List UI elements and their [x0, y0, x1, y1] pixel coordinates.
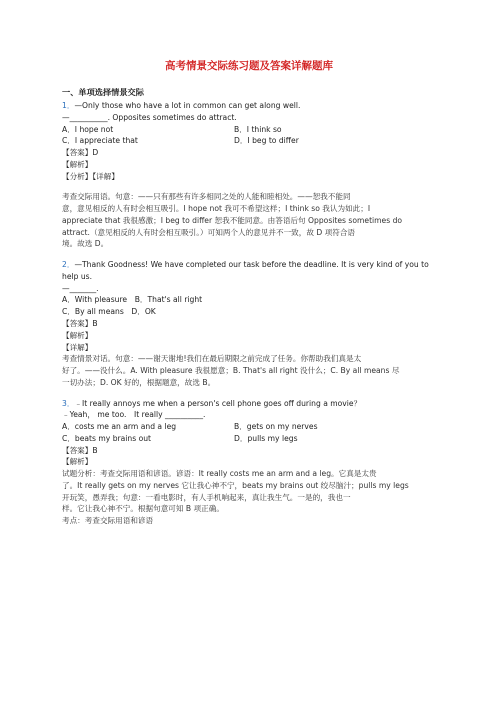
options-row	[62, 124, 436, 136]
options-cd: C．By all means D．OK	[62, 307, 156, 317]
explanation-line: 了。It really gets on my nerves 它让我心神不宁，beats my brains out 绞尽脑汁；pulls my legs	[62, 480, 409, 490]
option-d: D．I beg to differ	[234, 136, 299, 146]
question-stem	[62, 259, 436, 271]
jiexi-label: 【解析】	[62, 330, 93, 340]
explanation-line: 试题分析：考查交际用语和谚语。谚语：It really costs me an arm and a leg。它真是太贵	[62, 469, 377, 479]
fenxi-label: 【分析】【详解】	[62, 171, 119, 181]
explanation-line: 意，意见相反的人有时会相互吸引。I hope not 我可不希望这样；I think so 我认为如此；I	[62, 204, 371, 214]
question-2	[62, 259, 436, 388]
option-b: B．I think so	[234, 124, 282, 134]
option-d: D．pulls my legs	[234, 433, 298, 443]
explanation-line: 样。它让我心神不宁。根据句意可知 B 项正确。	[62, 504, 224, 514]
question-3	[62, 398, 436, 527]
explanation	[62, 468, 436, 527]
options-row	[62, 421, 436, 433]
question-text: —Thank Goodness! We have completed our task before the deadline. It is very kind of you to	[74, 260, 429, 270]
question-reply: ﹣Yeah， me too. It really __________.	[62, 410, 206, 420]
answer-label: 【答案】B	[62, 445, 98, 455]
explanation-line: 一切办法；D. OK 好的，根据题意，故选 B。	[62, 377, 216, 387]
answer-label: 【答案】B	[62, 318, 98, 328]
question-number: 2．	[62, 260, 75, 270]
question-text: ﹣It really annoys me when a person's cell phone goes off during a movie？	[74, 398, 362, 408]
explanation-line: 开玩笑，愚弄我；句意：一看电影时，有人手机响起来，真让我生气。一是的，我也一	[62, 492, 351, 502]
explanation-line: 考查情景对话。句意：——谢天谢地!我们在最后期限之前完成了任务。你帮助我们真是太	[62, 354, 362, 364]
answer-label: 【答案】D	[62, 148, 99, 158]
explanation-line: 考查交际用语。句意：——只有那些有许多相同之处的人能和睦相处。——恕我不能同	[62, 192, 351, 202]
xiangjie-label: 【详解】	[62, 342, 93, 352]
jiexi-label: 【解析】	[62, 457, 93, 467]
explanation	[62, 191, 436, 250]
page-title: 高考情景交际练习题及答案详解题库	[165, 60, 333, 72]
jiexi-label: 【解析】	[62, 159, 93, 169]
question-1	[62, 100, 436, 250]
question-reply: —_______.	[62, 283, 99, 293]
question-text-cont: help us.	[62, 271, 93, 281]
options-row	[62, 433, 436, 445]
question-stem	[62, 100, 436, 112]
kaodian-line: 考点：考查交际用语和谚语	[62, 516, 154, 526]
question-text: —Only those who have a lot in common can get along well.	[74, 100, 301, 110]
explanation-line: 境。故选 D。	[62, 239, 109, 249]
option-c: C．beats my brains out	[62, 433, 152, 443]
option-a: A．costs me an arm and a leg	[62, 422, 177, 432]
option-c: C．I appreciate that	[62, 136, 138, 146]
question-number: 3．	[62, 398, 75, 408]
options-row	[62, 135, 436, 147]
explanation-line: attract.（意见相反的人有时会相互吸引。）可知两个人的意见并不一致，故 D 项符合语	[62, 227, 356, 237]
question-stem	[62, 398, 436, 410]
section-heading: 一、单项选择情景交际	[62, 87, 144, 98]
explanation-line: appreciate that 我很感激；I beg to differ 恕我不能同意。由答语后句 Opposites sometimes do	[62, 215, 403, 225]
option-b: B．gets on my nerves	[234, 422, 318, 432]
question-number: 1．	[62, 100, 75, 110]
question-reply: —__________. Opposites sometimes do attract.	[62, 112, 237, 122]
option-a: A．I hope not	[62, 124, 114, 134]
explanation-line: 好了。——没什么。A. With pleasure 我很愿意；B. That's all right 没什么；C. By all means 尽	[62, 366, 400, 376]
options-ab: A．With pleasure B．That's all right	[62, 295, 203, 305]
explanation	[62, 353, 436, 388]
